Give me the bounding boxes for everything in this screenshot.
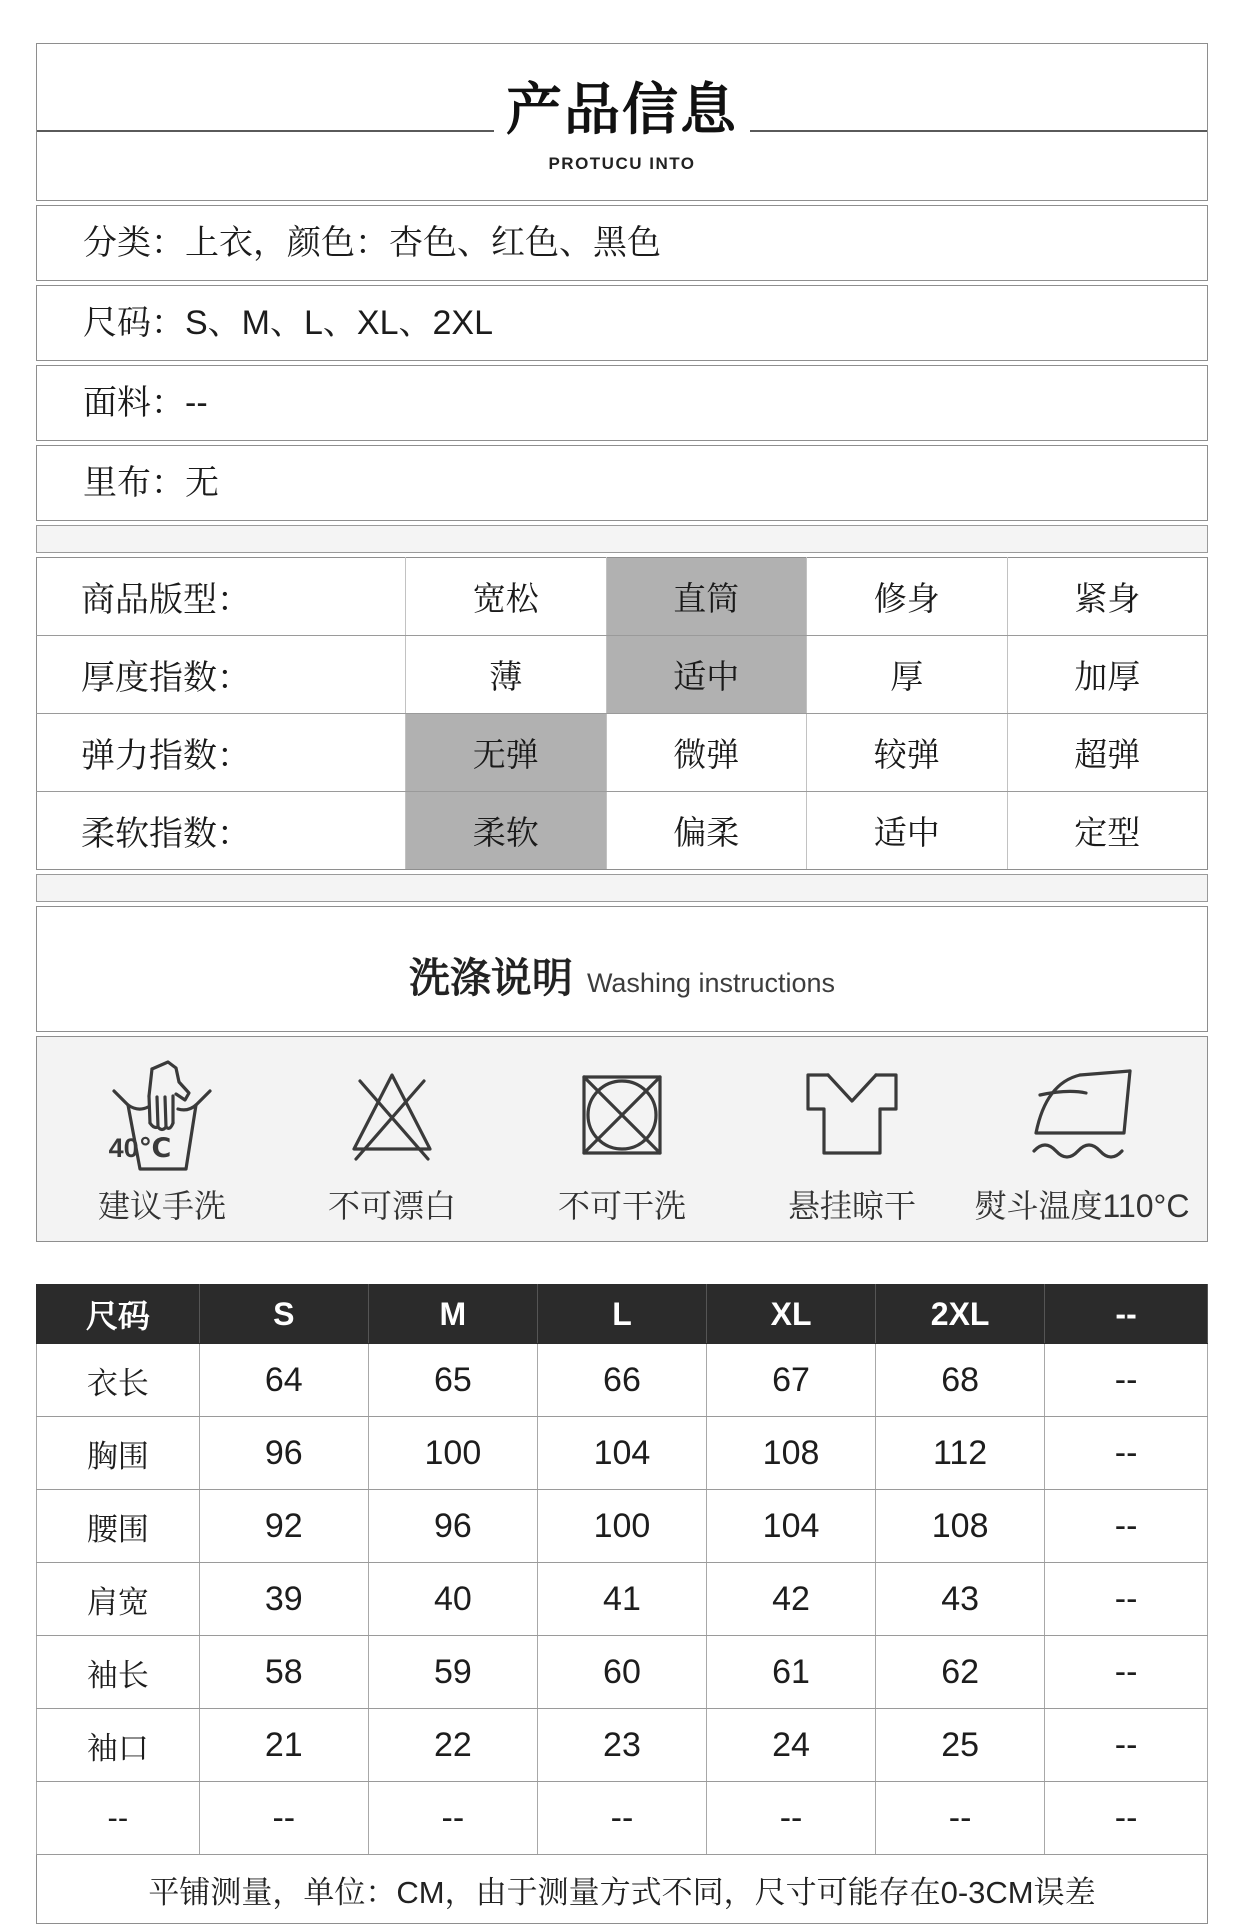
product-info-sheet <box>36 43 1208 1924</box>
info-row-fabric: 面料：-- <box>36 365 1208 441</box>
table-cell: 108 <box>876 1490 1045 1563</box>
table-cell: 66 <box>537 1344 706 1417</box>
page-title: 产品信息 <box>494 66 750 146</box>
attr-option: 薄 <box>406 636 607 714</box>
table-cell: 64 <box>199 1344 368 1417</box>
attr-row-thickness <box>37 636 1208 714</box>
washing-item <box>737 1051 967 1241</box>
size-table-footnote: 平铺测量，单位：CM，由于测量方式不同，尺寸可能存在0-3CM误差 <box>37 1855 1208 1924</box>
iron-temp-icon <box>1020 1051 1144 1179</box>
table-cell: 104 <box>537 1417 706 1490</box>
table-cell: 胸围 <box>37 1417 200 1490</box>
table-cell: 衣长 <box>37 1344 200 1417</box>
table-cell: 25 <box>876 1709 1045 1782</box>
attr-label: 柔软指数： <box>37 792 406 870</box>
page-subtitle: PROTUCU INTO <box>548 154 696 173</box>
table-cell: 59 <box>368 1636 537 1709</box>
table-cell: 104 <box>707 1490 876 1563</box>
washing-title: 洗涤说明 <box>408 955 573 1001</box>
size-table-header: 2XL <box>876 1285 1045 1344</box>
size-table-header: 尺码 <box>37 1285 200 1344</box>
table-cell: 58 <box>199 1636 368 1709</box>
washing-item <box>967 1051 1197 1241</box>
attr-row-elasticity <box>37 714 1208 792</box>
table-cell: 42 <box>707 1563 876 1636</box>
header-section <box>36 43 1208 201</box>
table-cell: 腰围 <box>37 1490 200 1563</box>
title-divider-left <box>37 130 499 132</box>
info-row-lining: 里布：无 <box>36 445 1208 521</box>
table-cell: -- <box>1045 1490 1208 1563</box>
attr-option: 直筒 <box>606 558 807 636</box>
size-table-header: -- <box>1045 1285 1208 1344</box>
washing-subtitle: Washing instructions <box>586 968 836 998</box>
table-cell: 67 <box>707 1344 876 1417</box>
table-cell: 62 <box>876 1636 1045 1709</box>
size-table-header: L <box>537 1285 706 1344</box>
attr-row-fit <box>37 558 1208 636</box>
table-cell: 108 <box>707 1417 876 1490</box>
table-cell: 肩宽 <box>37 1563 200 1636</box>
table-cell: -- <box>1045 1563 1208 1636</box>
attr-option: 偏柔 <box>606 792 807 870</box>
attr-option: 无弹 <box>406 714 607 792</box>
info-row-sizes: 尺码：S、M、L、XL、2XL <box>36 285 1208 361</box>
table-row <box>37 1344 1208 1417</box>
hand-wash-icon <box>102 1051 222 1179</box>
table-cell: -- <box>199 1782 368 1855</box>
table-cell: -- <box>1045 1344 1208 1417</box>
attr-option: 紧身 <box>1007 558 1208 636</box>
size-table-footnote-row <box>37 1855 1208 1924</box>
table-row <box>37 1709 1208 1782</box>
table-row <box>37 1782 1208 1855</box>
attr-label: 弹力指数： <box>37 714 406 792</box>
attr-label: 厚度指数： <box>37 636 406 714</box>
table-cell: -- <box>37 1782 200 1855</box>
no-dry-clean-icon <box>566 1051 678 1179</box>
table-cell: -- <box>1045 1782 1208 1855</box>
svg-text:40℃: 40℃ <box>108 1133 172 1163</box>
washing-item-label: 不可漂白 <box>327 1188 456 1224</box>
attr-option: 微弹 <box>606 714 807 792</box>
attr-option: 定型 <box>1007 792 1208 870</box>
table-cell: -- <box>1045 1417 1208 1490</box>
washing-title-section <box>36 906 1208 1032</box>
size-table-header: XL <box>707 1285 876 1344</box>
title-divider-right <box>745 130 1207 132</box>
table-row <box>37 1490 1208 1563</box>
attr-option: 修身 <box>807 558 1008 636</box>
washing-item <box>277 1051 507 1241</box>
washing-item-label: 不可干洗 <box>557 1188 686 1224</box>
washing-item-label: 熨斗温度110°C <box>974 1188 1190 1224</box>
table-cell: -- <box>368 1782 537 1855</box>
table-cell: 40 <box>368 1563 537 1636</box>
size-table-header-row <box>37 1285 1208 1344</box>
size-table-header: S <box>199 1285 368 1344</box>
size-table-header: M <box>368 1285 537 1344</box>
no-bleach-icon <box>334 1051 450 1179</box>
attr-option: 适中 <box>807 792 1008 870</box>
washing-item <box>47 1051 277 1241</box>
table-cell: 60 <box>537 1636 706 1709</box>
table-cell: 112 <box>876 1417 1045 1490</box>
table-row <box>37 1636 1208 1709</box>
attr-label: 商品版型： <box>37 558 406 636</box>
washing-item <box>507 1051 737 1241</box>
washing-item-label: 建议手洗 <box>97 1188 226 1224</box>
table-cell: -- <box>876 1782 1045 1855</box>
washing-item-label: 悬挂晾干 <box>787 1188 916 1224</box>
info-row-category: 分类：上衣，颜色：杏色、红色、黑色 <box>36 205 1208 281</box>
separator-band <box>36 525 1208 553</box>
attr-option: 厚 <box>807 636 1008 714</box>
table-cell: 100 <box>368 1417 537 1490</box>
table-row <box>37 1417 1208 1490</box>
attr-option: 宽松 <box>406 558 607 636</box>
table-cell: 68 <box>876 1344 1045 1417</box>
table-cell: 92 <box>199 1490 368 1563</box>
table-cell: 43 <box>876 1563 1045 1636</box>
hang-dry-icon <box>794 1051 910 1179</box>
attr-option: 加厚 <box>1007 636 1208 714</box>
table-cell: 65 <box>368 1344 537 1417</box>
attr-option: 较弹 <box>807 714 1008 792</box>
table-row <box>37 1563 1208 1636</box>
table-cell: 21 <box>199 1709 368 1782</box>
table-cell: 袖口 <box>37 1709 200 1782</box>
table-cell: 100 <box>537 1490 706 1563</box>
table-cell: 22 <box>368 1709 537 1782</box>
table-cell: 61 <box>707 1636 876 1709</box>
attribute-grid <box>36 557 1208 870</box>
separator-band <box>36 874 1208 902</box>
table-cell: -- <box>1045 1709 1208 1782</box>
attr-option: 适中 <box>606 636 807 714</box>
table-cell: 袖长 <box>37 1636 200 1709</box>
table-cell: -- <box>1045 1636 1208 1709</box>
size-table <box>36 1284 1208 1924</box>
table-cell: 96 <box>368 1490 537 1563</box>
attr-row-softness <box>37 792 1208 870</box>
table-cell: 41 <box>537 1563 706 1636</box>
attr-option: 柔软 <box>406 792 607 870</box>
attr-option: 超弹 <box>1007 714 1208 792</box>
table-cell: 39 <box>199 1563 368 1636</box>
table-cell: -- <box>707 1782 876 1855</box>
washing-icons-section <box>36 1036 1208 1242</box>
table-cell: 24 <box>707 1709 876 1782</box>
table-cell: -- <box>537 1782 706 1855</box>
table-cell: 96 <box>199 1417 368 1490</box>
table-cell: 23 <box>537 1709 706 1782</box>
